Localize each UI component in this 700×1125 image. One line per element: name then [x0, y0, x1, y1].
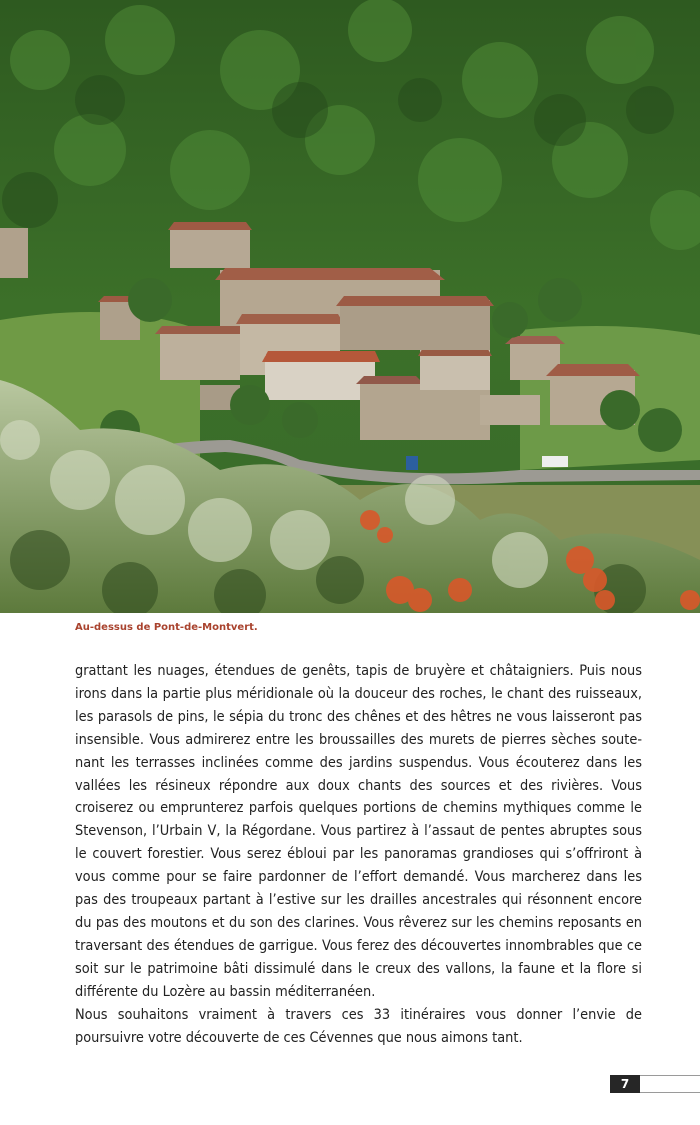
page-footer: [610, 1075, 700, 1093]
white-van: [542, 456, 568, 467]
body-text: [75, 660, 642, 1049]
photo-caption: Au-dessus de Pont-de-Montvert.: [75, 622, 258, 633]
blue-container: [406, 456, 418, 470]
paragraph: Nous souhaitons vraiment à travers ces 33 itinéraires vous donner l’envie de poursuivre votre découverte de ces Cévennes que nous aimons tant.: [75, 1006, 642, 1046]
page-number: 7: [610, 1075, 640, 1093]
footer-rule-top: [640, 1075, 700, 1076]
footer-rule-bottom: [640, 1092, 700, 1093]
paragraph: grattant les nuages, étendues de genêts, tapis de bruyère et châtaigniers. Puis nous irons dans la partie plus méridionale où la douceur des roches, le chant des ruisseaux, les parasols de pins, le sépia du tronc des chênes et des hêtres ne vous laisseront pas insensible. Vous admirerez entre les broussailles des murets de pierres sèches soutenant les terrasses inclinées comme des jardins suspendus. Vous écouterez dans les vallées les résineux répondre aux doux chants des sources et des rivières. Vous croiserez ou emprunterez parfois quelques portions de chemins mythiques comme le Stevenson, l’Urbain V, la Régordane. Vous partirez à l’assaut de pentes abruptes sous le couvert forestier. Vous serez ébloui par les panoramas grandioses qui s’offriront à vous comme pour se faire pardonner de l’effort demandé. Vous marcherez dans les pas des troupeaux partant à l’estive sur les drailles ancestrales qui résonnent encore du pas des moutons et du son des clarines. Vous rêverez sur les chemins reposants en traversant des étendues de garrigue. Vous ferez des découvertes innombrables que ce soit sur le patrimoine bâti dissimulé dans le creux des vallons, la faune et la flore si différente du Lozère au bassin méditerranéen.: [75, 663, 642, 1000]
